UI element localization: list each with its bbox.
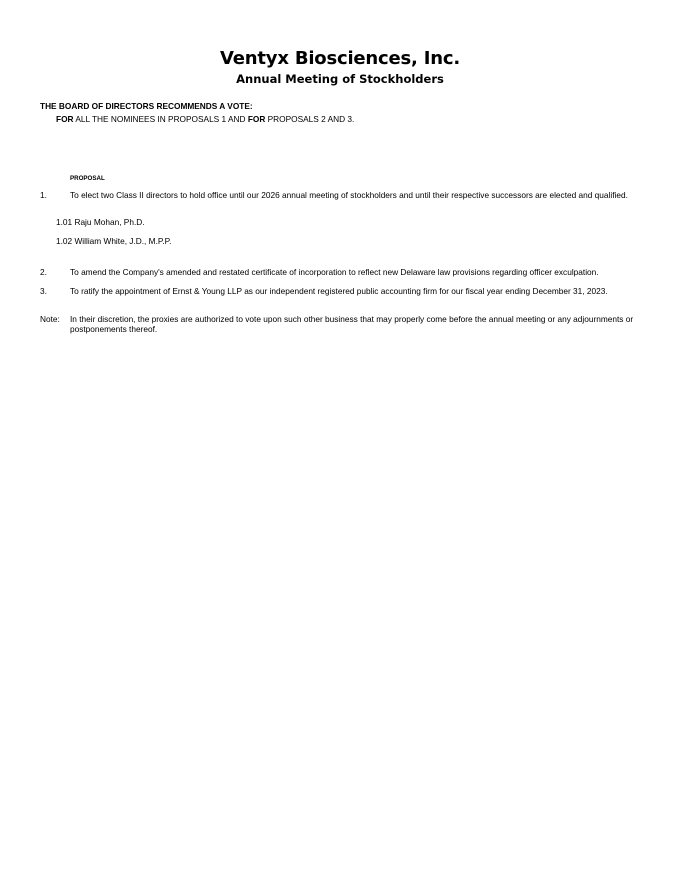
nominee-1: 1.01 Raju Mohan, Ph.D.	[56, 217, 145, 227]
note-text: In their discretion, the proxies are authorized to vote upon such other business that may properly come before the annual meeting or any adjournments or postponements thereof.	[70, 314, 634, 335]
meeting-subtitle: Annual Meeting of Stockholders	[236, 72, 444, 86]
proposal-2-text: To amend the Company's amended and restated certificate of incorporation to reflect new Delaware law provisions regarding officer exculpation.	[70, 267, 599, 277]
proposal-1-number: 1.	[40, 190, 47, 200]
recommendation-text-1: ALL THE NOMINEES IN PROPOSALS 1 AND	[73, 114, 248, 124]
for-label-2: FOR	[247, 114, 266, 124]
note-label: Note:	[40, 314, 60, 324]
proposal-3-text: To ratify the appointment of Ernst & Young LLP as our independent registered public accounting firm for our fiscal year ending December 31, 2023.	[70, 286, 608, 296]
board-recommendation-line	[56, 114, 354, 124]
nominee-2: 1.02 William White, J.D., M.P.P.	[56, 236, 172, 246]
company-title: Ventyx Biosciences, Inc.	[220, 48, 460, 69]
recommendation-text-2: PROPOSALS 2 AND 3.	[265, 114, 355, 124]
proposal-column-label: PROPOSAL	[70, 175, 105, 182]
proposal-3-number: 3.	[40, 286, 47, 296]
proposal-1-text: To elect two Class II directors to hold office until our 2026 annual meeting of stockholders and until their respective successors are elected and qualified.	[70, 190, 628, 200]
for-label-1: FOR	[56, 114, 74, 124]
board-recommendation-heading: THE BOARD OF DIRECTORS RECOMMENDS A VOTE:	[40, 101, 253, 111]
proposal-2-number: 2.	[40, 267, 47, 277]
